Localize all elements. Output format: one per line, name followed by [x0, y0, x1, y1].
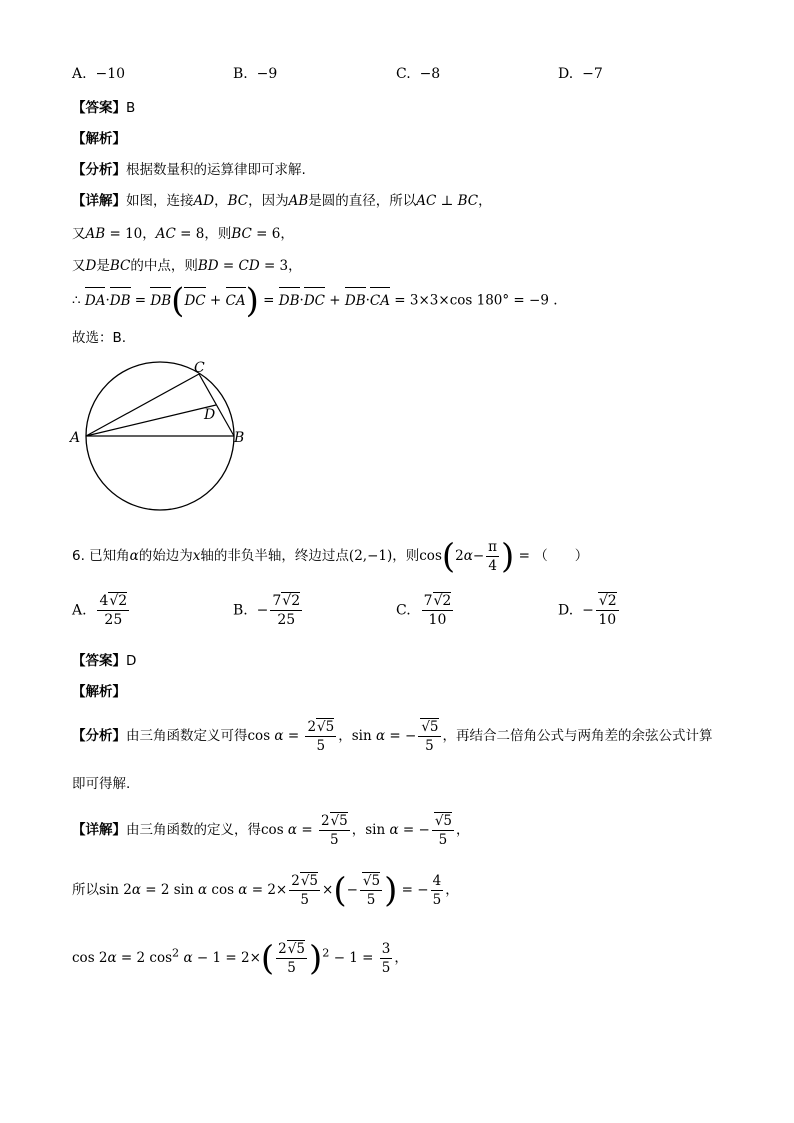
- q6-answer: 【答案】D: [72, 653, 137, 669]
- q6-detail-line1: 【详解】由三角函数的定义，得cos α = $\frac{2√5}{5}$ ，sin α = − $\frac{√5}{5}$ ，: [72, 813, 470, 848]
- q6-fenxi: 【分析】由三角函数定义可得cos α = $\frac{2√5}{5}$ ，sin α = − $\frac{√5}{5}$ ，再结合二倍角公式与两角差的余弦公式计算: [72, 719, 713, 754]
- label-c: C: [194, 360, 205, 376]
- q6-option-b: B. − $\frac{7√2}{25}$: [233, 593, 301, 628]
- q5-fenxi: 【分析】根据数量积的运算律即可求解.: [72, 162, 306, 178]
- q6-detail-line3: cos 2α = 2 $\cos^2 \alpha - 1 = 2\times$( $\frac{2√5}{5}$ )$^2$ − 1 = $\frac{3}{5}$ ，: [72, 938, 408, 979]
- label-b: B: [234, 430, 245, 446]
- option-c: C. −8: [396, 66, 441, 82]
- q5-detail-line2: 又AB = 10，AC = 8，则BC = 6，: [72, 226, 294, 242]
- segment-ad: [86, 405, 216, 436]
- circle-figure: [68, 356, 258, 516]
- q6-option-c: C. $\frac{7√2}{10}$: [396, 593, 452, 628]
- q5-answer: 【答案】B: [72, 100, 136, 116]
- q5-analysis-label: 【解析】: [72, 131, 126, 147]
- q6-analysis-label: 【解析】: [72, 684, 126, 700]
- q5-detail-line3: 又D是BC的中点，则BD = CD = 3，: [72, 258, 302, 274]
- option-a: A. −10: [72, 66, 126, 82]
- label-a: A: [70, 430, 81, 446]
- q6-fenxi-cont: 即可得解.: [72, 776, 131, 792]
- segment-ac: [86, 374, 199, 436]
- option-d: D. −7: [558, 66, 603, 82]
- q5-detail-line1: 【详解】如图，连接AD，BC，因为AB是圆的直径，所以AC ⊥ BC，: [72, 193, 492, 209]
- q5-conclusion: 故选：B.: [72, 330, 127, 346]
- q6-detail-line2: 所以sin 2α = 2 sin α cos α = 2× $\frac{2√5}{5}$ ×(− $\frac{√5}{5}$ ) = − $\frac{4}{5}$ ，: [72, 870, 459, 911]
- segment-cb: [199, 374, 234, 436]
- option-b: B. −9: [233, 66, 278, 82]
- label-d: D: [204, 407, 216, 423]
- q6-stem: 6. 已知角α的始边为x轴的非负半轴，终边过点(2,−1)，则cos(2α− $\frac{\pi}{4}$ ) = （ ）: [72, 536, 589, 577]
- q5-vector-equation: ∴ DA·DB = DB(DC + CA) = DB·DC + DB·CA = 3×3×cos 180° = −9 .: [72, 281, 558, 321]
- q6-option-d: D. − $\frac{√2}{10}$: [558, 593, 617, 628]
- q6-option-a: A. $\frac{4√2}{25}$: [72, 593, 128, 628]
